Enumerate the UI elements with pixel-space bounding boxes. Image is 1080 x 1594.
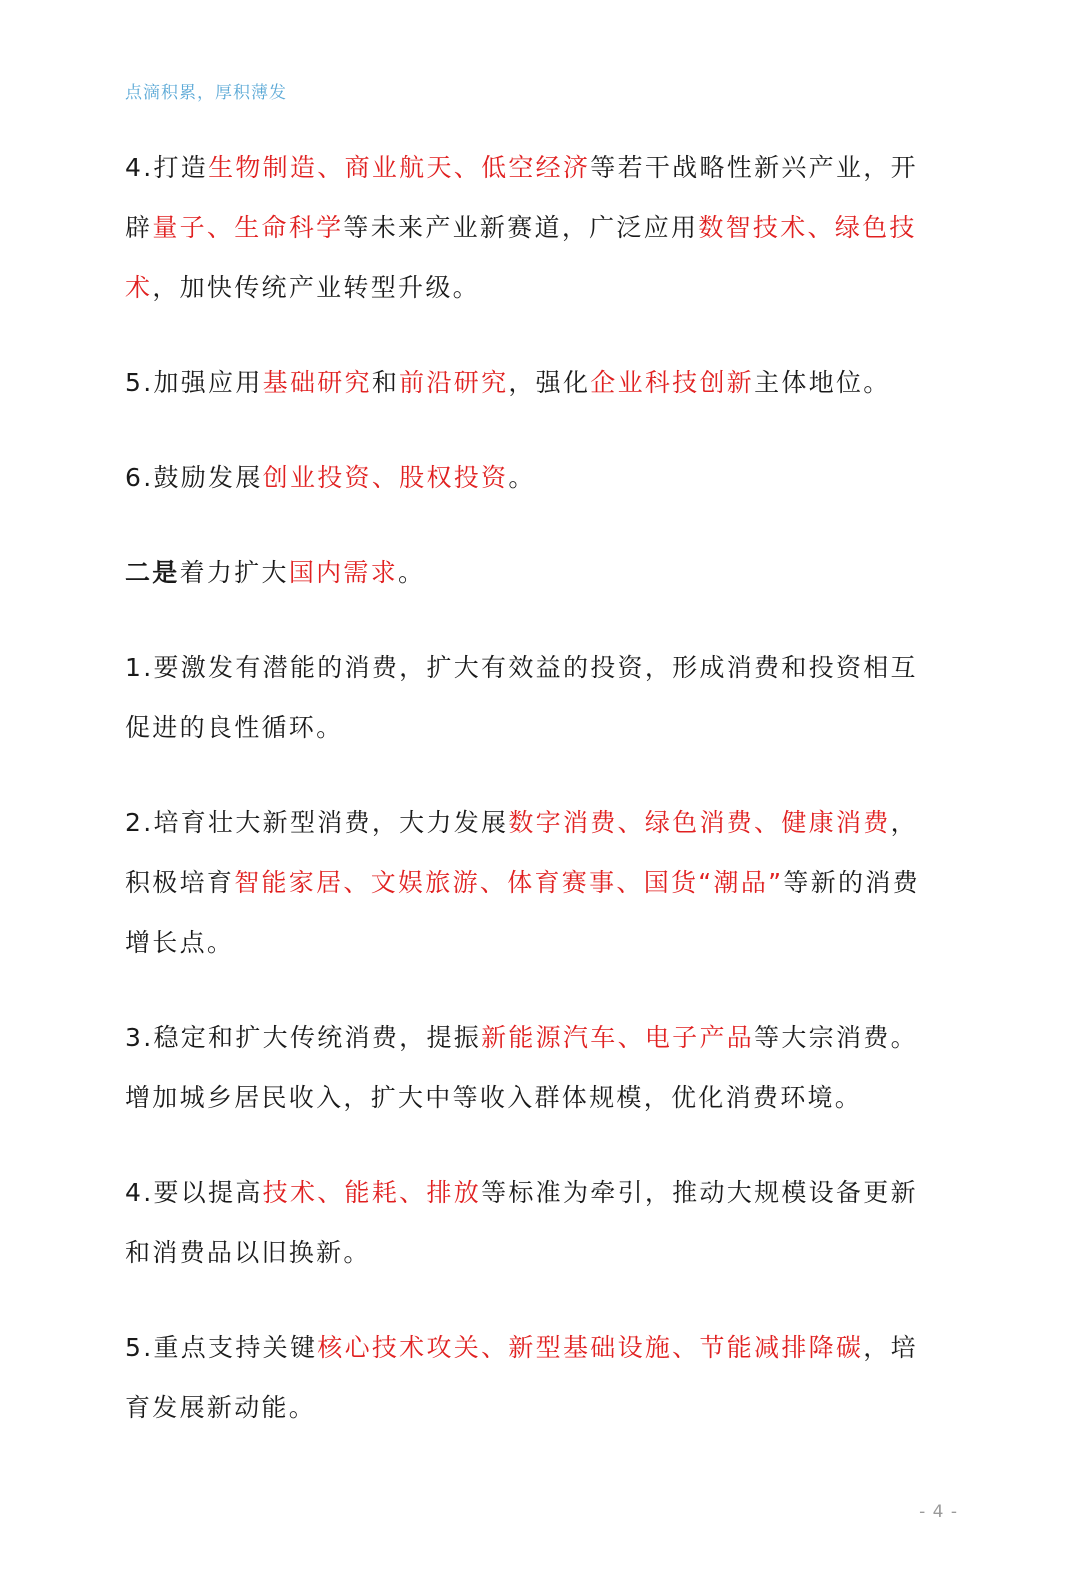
highlighted-keyword: 智能家居、文娱旅游、体育赛事、国货“潮品” [234, 868, 784, 897]
highlighted-keyword: 前沿研究 [399, 368, 509, 397]
paragraph-p-4-industries [125, 138, 935, 318]
paragraph-p-section-2 [125, 543, 935, 603]
body-text: 1.要激发有潜能的消费，扩大有效益的投资，形成消费和投资相互促进的良性循环。 [125, 653, 918, 742]
section-label: 二是 [125, 558, 180, 587]
body-text: 。 [508, 463, 536, 492]
paragraph-p-1-consumption [125, 638, 935, 758]
paragraph-p-5-research [125, 353, 935, 413]
body-text: 。 [398, 558, 426, 587]
body-text: 5.加强应用 [125, 368, 263, 397]
paragraph-p-4-standards [125, 1163, 935, 1283]
highlighted-keyword: 国内需求 [288, 558, 399, 587]
body-text: 和 [371, 368, 400, 397]
highlighted-keyword: 核心技术攻关、新型基础设施、节能减排降碳 [317, 1333, 864, 1362]
highlighted-keyword: 技术、能耗、排放 [262, 1178, 482, 1207]
highlighted-keyword: 基础研究 [262, 368, 372, 397]
body-text: ，培育发展新动能。 [125, 1333, 918, 1422]
paragraph-p-5-support [125, 1318, 935, 1438]
highlighted-keyword: 企业科技创新 [590, 368, 755, 397]
body-text: ，强化 [508, 368, 591, 397]
page-number: - 4 - [919, 1502, 958, 1522]
body-text: ，加快传统产业转型升级。 [152, 273, 480, 302]
body-text: 等未来产业新赛道，广泛应用 [343, 213, 699, 242]
highlighted-keyword: 生物制造、商业航天、低空经济 [208, 153, 591, 182]
body-text: 等标准为牵引，推动大规模设备更新和消费品以旧换新。 [125, 1178, 918, 1267]
highlighted-keyword: 创业投资、股权投资 [262, 463, 509, 492]
body-text: 等新的消费增长点。 [125, 868, 920, 957]
paragraph-p-6-investment [125, 448, 935, 508]
body-text: 主体地位。 [754, 368, 891, 397]
body-text: 等若干战略性新兴产业，开辟 [125, 153, 918, 242]
body-text: 3.稳定和扩大传统消费，提振 [125, 1023, 482, 1052]
highlighted-keyword: 量子、生命科学 [152, 213, 344, 242]
body-text: 4.要以提高 [125, 1178, 263, 1207]
body-text: 2.培育壮大新型消费，大力发展 [125, 808, 509, 837]
highlighted-keyword: 新能源汽车、电子产品 [481, 1023, 755, 1052]
body-text: 6.鼓励发展 [125, 463, 263, 492]
body-text: 着力扩大 [179, 558, 289, 587]
body-text: 4.打造 [125, 153, 209, 182]
paragraph-p-3-traditional [125, 1008, 935, 1128]
paragraph-p-2-new-consumption [125, 793, 935, 973]
body-text: 5.重点支持关键 [125, 1333, 318, 1362]
highlighted-keyword: 数字消费、绿色消费、健康消费 [508, 808, 891, 837]
body-text: ，积极培育 [125, 808, 918, 897]
document-body [125, 138, 935, 1473]
page-header-motto: 点滴积累，厚积薄发 [125, 83, 287, 103]
body-text: 等大宗消费。增加城乡居民收入，扩大中等收入群体规模，优化消费环境。 [125, 1023, 918, 1112]
highlighted-keyword: 数智技术、绿色技术 [125, 213, 917, 302]
